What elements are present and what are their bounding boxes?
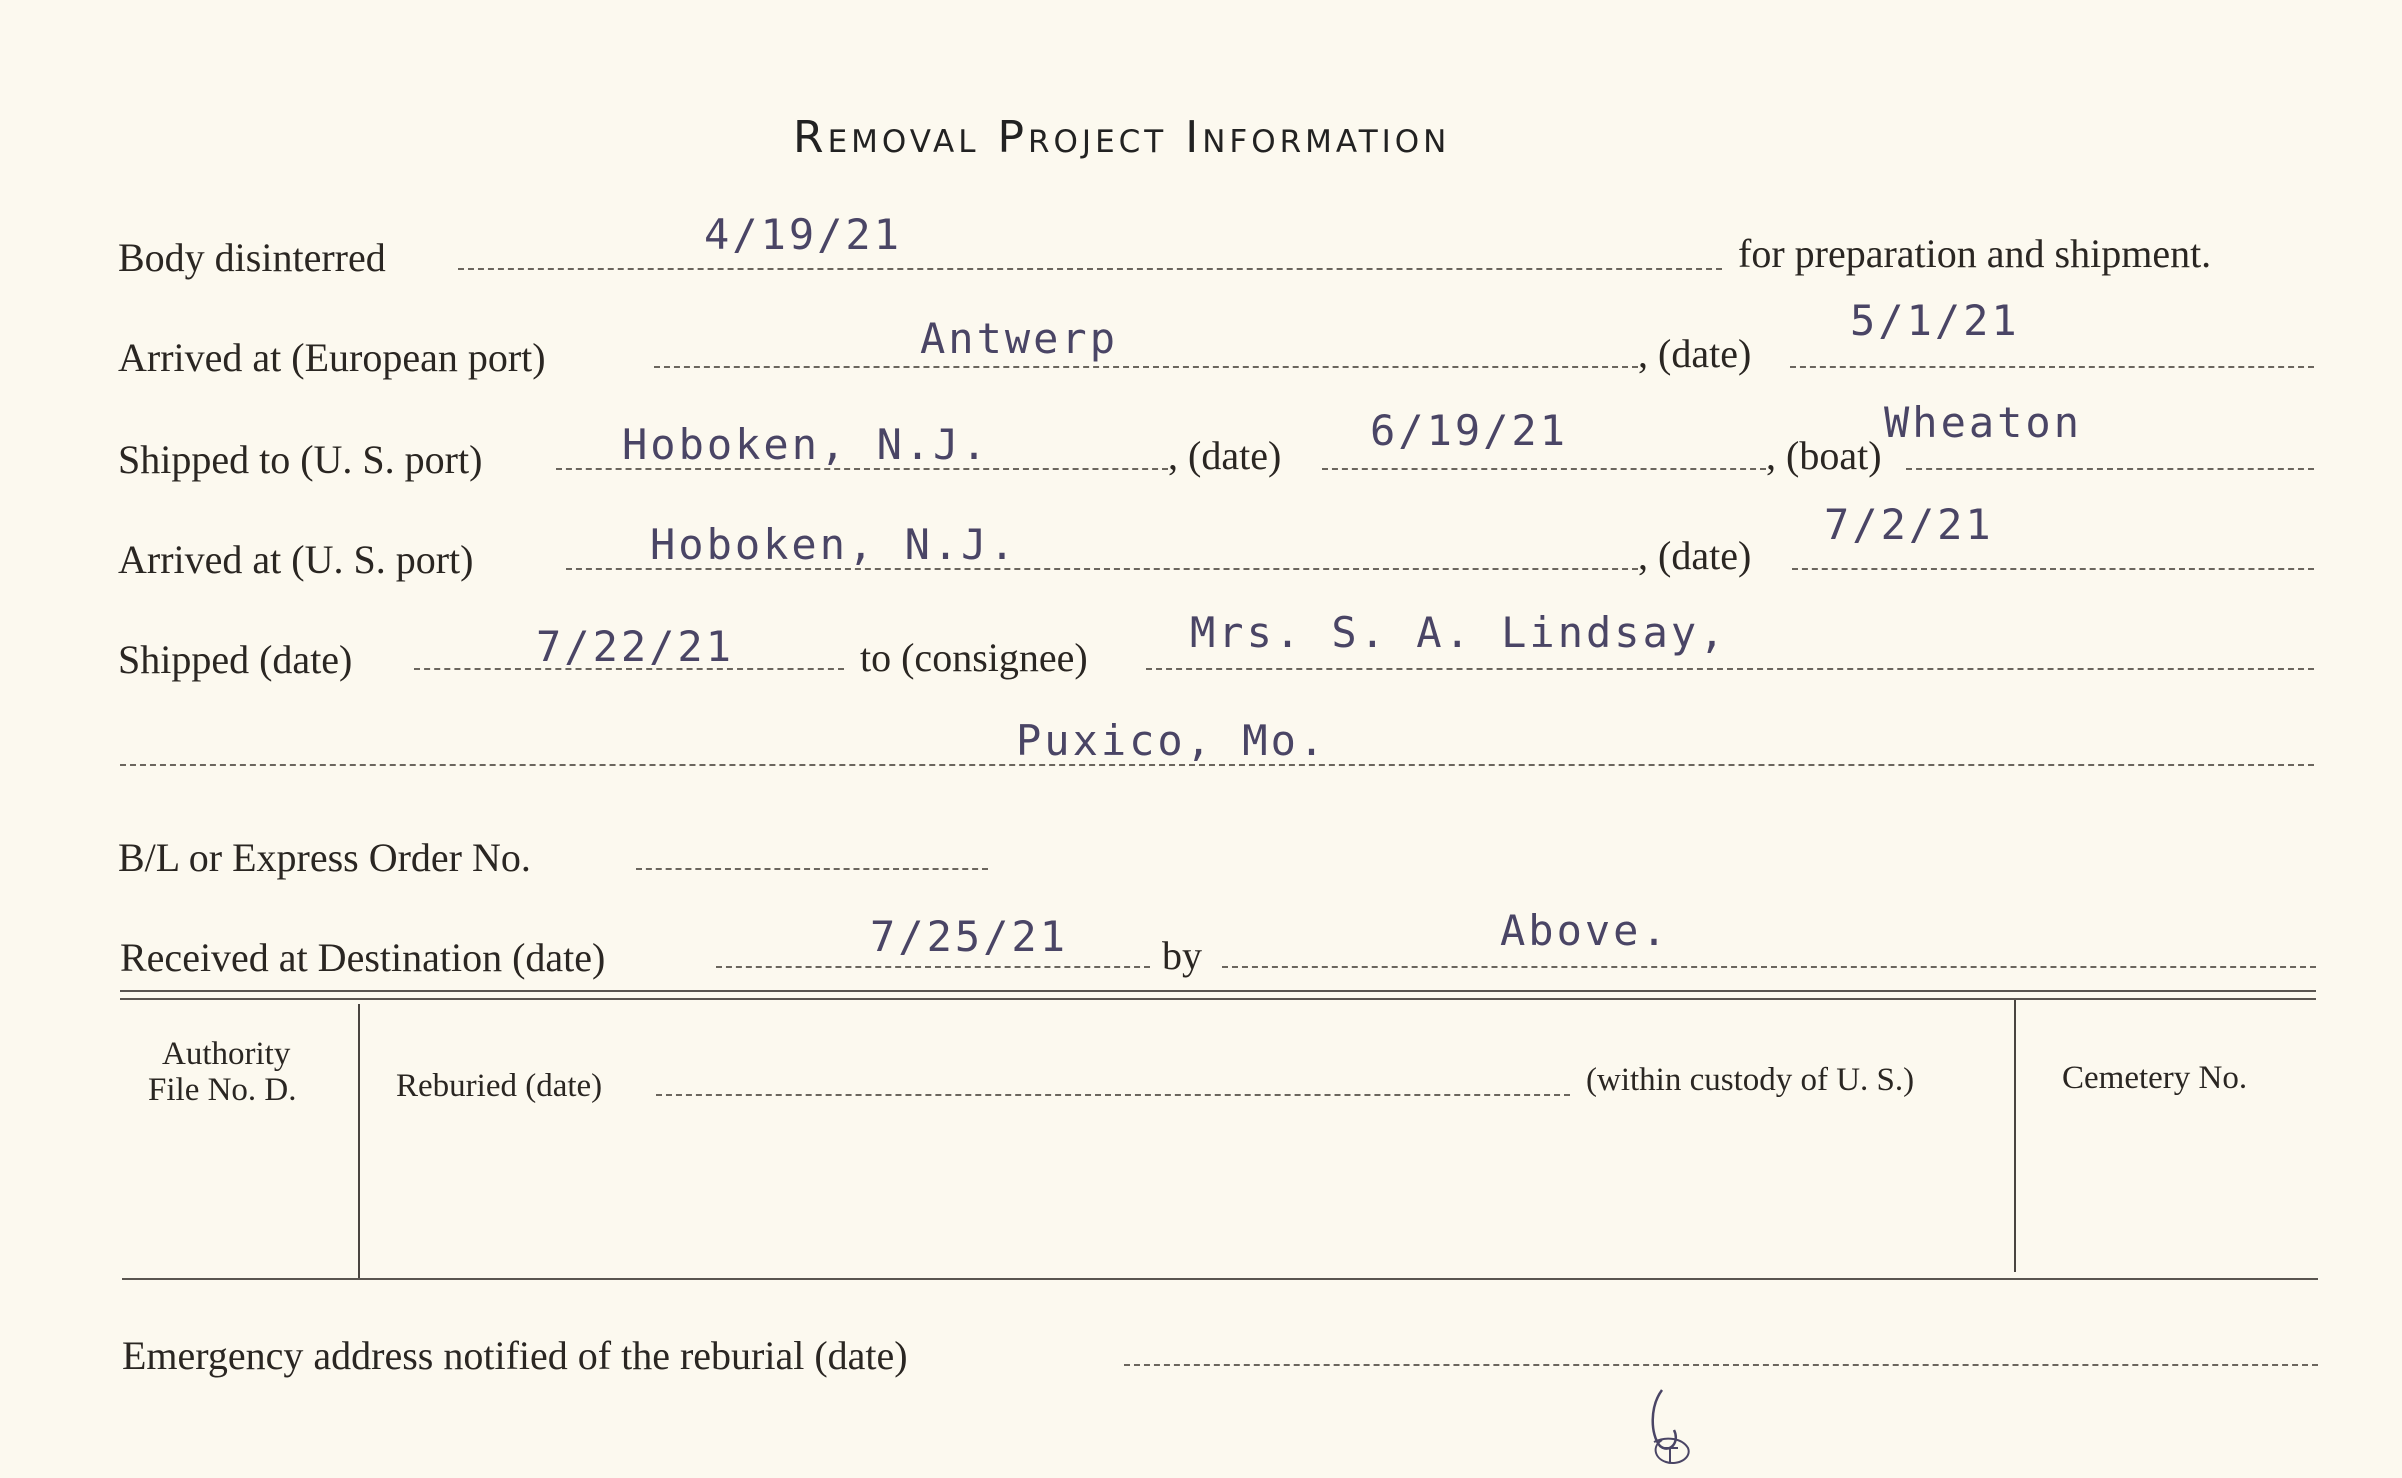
table-divider-left: [358, 1004, 360, 1280]
shipped-date-label: Shipped (date): [118, 637, 353, 682]
shipped-us-date-value: 6/19/21: [1370, 406, 1569, 455]
arrived-european-date-line: [1790, 366, 2314, 368]
shipped-date-value: 7/22/21: [536, 622, 735, 671]
cemetery-label: Cemetery No.: [2062, 1060, 2248, 1096]
received-line: [716, 966, 1150, 968]
arrived-european-date-value: 5/1/21: [1850, 296, 2020, 345]
arrived-european-label: Arrived at (European port): [118, 335, 546, 380]
table-bottom-rule: [122, 1278, 2318, 1280]
handwritten-mark: [1640, 1384, 1700, 1468]
arrived-us-date-value: 7/2/21: [1824, 500, 1994, 549]
authority-label-line2: File No. D.: [148, 1072, 297, 1108]
consignee-address-value: Puxico, Mo.: [1016, 716, 1328, 765]
shipped-us-date-label: , (date): [1168, 433, 1282, 478]
body-disinterred-line: [458, 268, 1722, 270]
body-disinterred-suffix: for preparation and shipment.: [1738, 231, 2212, 276]
consignee-value: Mrs. S. A. Lindsay,: [1190, 608, 1728, 657]
authority-label-line1: Authority: [162, 1036, 291, 1072]
reburied-line: [656, 1094, 1570, 1096]
table-top-rule: [120, 990, 2316, 992]
shipped-us-boat-value: Wheaton: [1884, 398, 2083, 447]
reburied-label: Reburied (date): [396, 1068, 603, 1104]
arrived-us-date-label: , (date): [1638, 533, 1752, 578]
arrived-european-value: Antwerp: [920, 314, 1119, 363]
bl-order-label: B/L or Express Order No.: [118, 835, 531, 880]
consignee-line: [1146, 668, 2314, 670]
shipped-us-value: Hoboken, N.J.: [622, 420, 990, 469]
arrived-european-line: [654, 366, 1638, 368]
table-top-rule-inner: [120, 998, 2316, 1000]
arrived-us-label: Arrived at (U. S. port): [118, 537, 474, 582]
emergency-label: Emergency address notified of the reburial (date): [122, 1333, 908, 1378]
received-label: Received at Destination (date): [120, 935, 606, 980]
bl-order-line: [636, 868, 988, 870]
card-title: Removal Project Information: [793, 112, 1451, 163]
shipped-us-label: Shipped to (U. S. port): [118, 437, 483, 482]
table-divider-right: [2014, 1000, 2016, 1272]
body-disinterred-value: 4/19/21: [704, 210, 903, 259]
shipped-us-boat-label: , (boat): [1766, 433, 1882, 478]
arrived-us-date-line: [1792, 568, 2314, 570]
shipped-us-boat-line: [1906, 468, 2314, 470]
shipped-us-date-line: [1322, 468, 1766, 470]
received-by-label: by: [1162, 933, 1202, 978]
received-by-value: Above.: [1500, 906, 1670, 955]
received-value: 7/25/21: [870, 912, 1069, 961]
consignee-label: to (consignee): [860, 635, 1088, 680]
arrived-european-date-label: , (date): [1638, 331, 1752, 376]
custody-label: (within custody of U. S.): [1586, 1062, 1915, 1098]
arrived-us-value: Hoboken, N.J.: [650, 520, 1018, 569]
emergency-line: [1124, 1364, 2318, 1366]
received-by-line: [1222, 966, 2316, 968]
body-disinterred-label: Body disinterred: [118, 235, 386, 280]
